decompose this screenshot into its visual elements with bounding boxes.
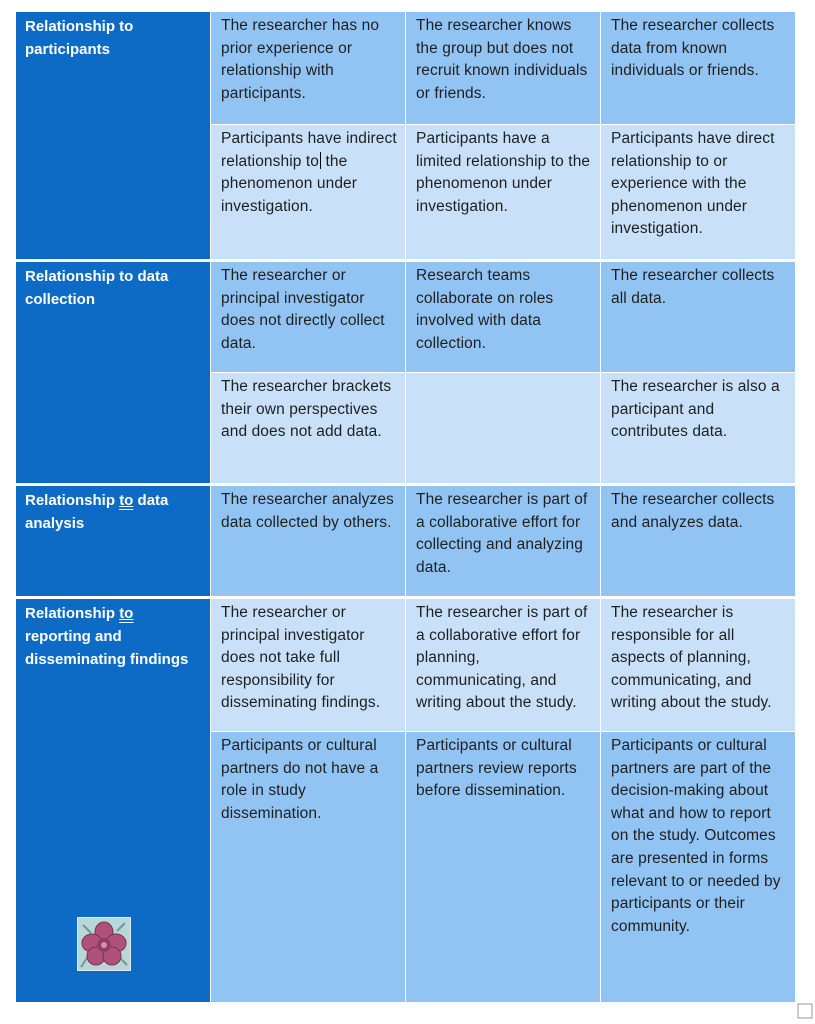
- cell-partners-no-role: Participants or cultural partners do not have a role in study dissemination.: [210, 732, 405, 1002]
- cell-pi-not-collect: The researcher or principal investigator does not directly collect data.: [210, 262, 405, 372]
- cell-collects-from-known: The researcher collects data from known individuals or friends.: [600, 12, 795, 124]
- cell-limited-relationship: Participants have a limited relationship to the phenomenon under investigation.: [405, 125, 600, 259]
- cell-responsible-all: The researcher is responsible for all aspects of planning, communicating, and writing about the study.: [600, 599, 795, 731]
- cell-collects-all: The researcher collects all data.: [600, 262, 795, 372]
- row-header-data-collection: [16, 262, 210, 483]
- text-cursor: [320, 152, 321, 169]
- cell-indirect-relationship[interactable]: [210, 125, 405, 259]
- table-row-reporting: [16, 599, 795, 1002]
- table-row-participants: [16, 12, 795, 259]
- table-row-data-analysis: [16, 486, 795, 596]
- cell-also-participant: The researcher is also a participant and contributes data.: [600, 373, 795, 483]
- row-header-label-b: reporting and disseminating findings: [25, 628, 189, 668]
- cell-collaborative-analysis: The researcher is part of a collaborative effort for collecting and analyzing data.: [405, 486, 600, 596]
- cell-direct-relationship: Participants have direct relationship to or experience with the phenomenon under investigation.: [600, 125, 795, 259]
- cell-empty: [405, 373, 600, 483]
- cell-collaborative-reporting: The researcher is part of a collaborative effort for planning, communicating, and writing about the study.: [405, 599, 600, 731]
- row-header-label: Relationship to data collection: [25, 268, 169, 308]
- cell-knows-group: The researcher knows the group but does not recruit known individuals or friends.: [405, 12, 600, 124]
- table-row-data-collection: [16, 262, 795, 483]
- cell-teams-collaborate: Research teams collaborate on roles involved with data collection.: [405, 262, 600, 372]
- cell-pi-not-responsible: The researcher or principal investigator does not take full responsibility for disseminating findings.: [210, 599, 405, 731]
- flower-image-icon: [77, 917, 131, 971]
- cell-analyzes-others-data: The researcher analyzes data collected by others.: [210, 486, 405, 596]
- cell-text-continued: the phenomenon under investigation.: [221, 152, 358, 215]
- row-header-label-underlined: to: [119, 605, 134, 622]
- row-header-data-analysis: [16, 486, 210, 596]
- cell-partners-review: Participants or cultural partners review reports before dissemination.: [405, 732, 600, 1002]
- cell-no-prior-experience: The researcher has no prior experience or relationship with participants.: [210, 12, 405, 124]
- row-header-label-underlined: to: [119, 492, 134, 509]
- row-header-label-a: Relationship: [25, 492, 120, 509]
- row-header-label: Relationship to participants: [25, 18, 134, 58]
- cell-collects-and-analyzes: The researcher collects and analyzes data.: [600, 486, 795, 596]
- row-header-label-b: data analysis: [25, 492, 169, 532]
- cell-partners-decide: Participants or cultural partners are part of the decision-making about what and how to report on the study. Outcomes are presented in forms relevant to or needed by participants or their community.: [600, 732, 795, 1002]
- row-header-label-a: Relationship: [25, 605, 120, 622]
- cell-text: Participants have indirect relationship to: [221, 130, 397, 170]
- row-header-participants: [16, 12, 210, 259]
- cell-brackets-perspectives: The researcher brackets their own perspectives and does not add data.: [210, 373, 405, 483]
